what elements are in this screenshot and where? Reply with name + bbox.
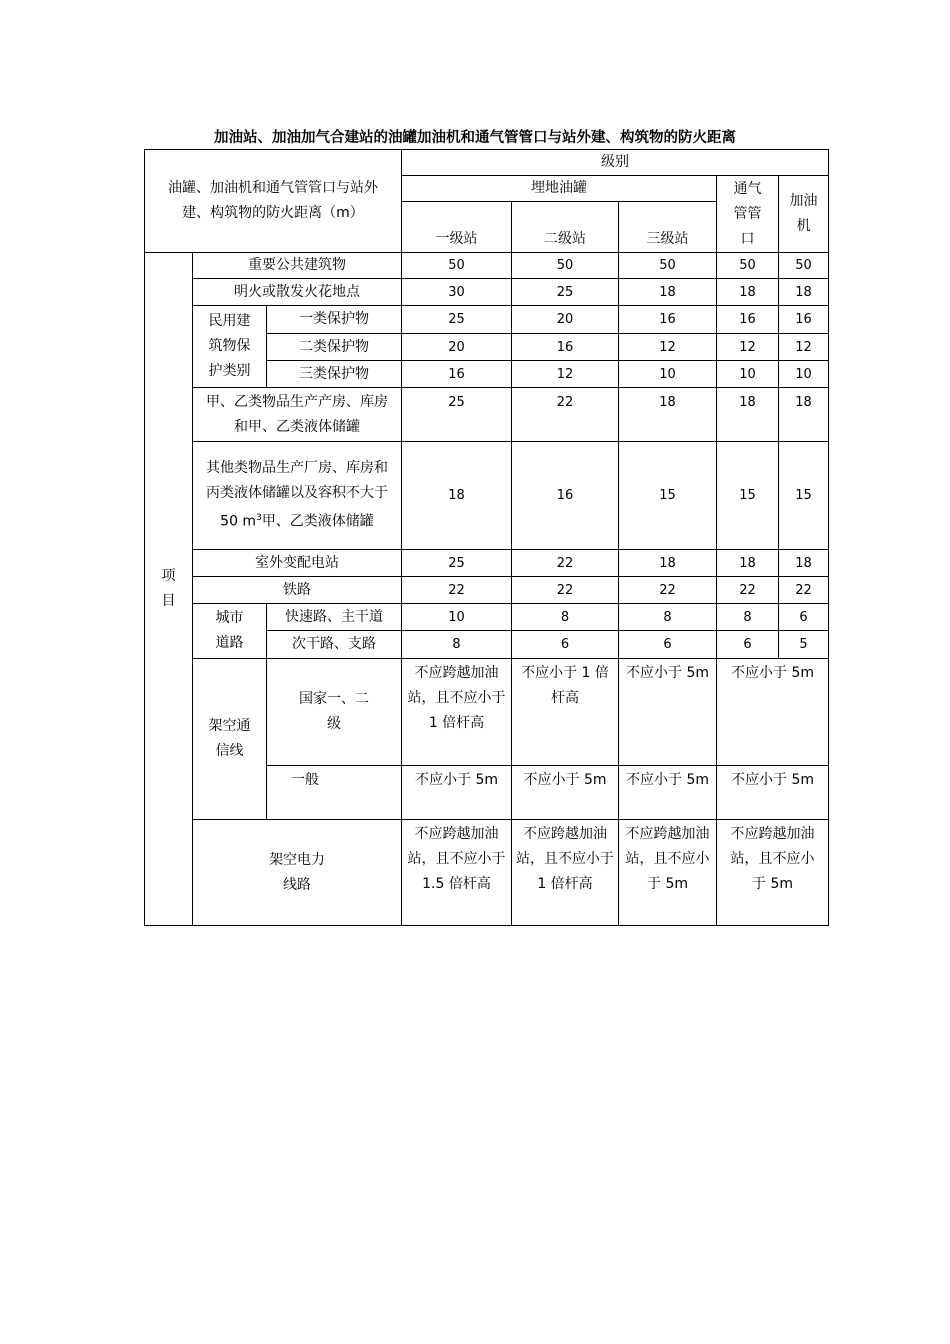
cell-value: 16	[717, 306, 779, 334]
cell-value: 22	[512, 577, 619, 604]
cell-value: 22	[402, 577, 512, 604]
cell-value: 8	[512, 604, 619, 631]
cell-value: 50	[512, 253, 619, 279]
cell-value: 12	[717, 334, 779, 361]
header-dispenser: 加油机	[779, 176, 829, 253]
row-label: 次干路、支路	[267, 631, 402, 659]
cell-value: 不应跨越加油站，且不应小于 5m	[619, 820, 717, 926]
cell-value: 12	[779, 334, 829, 361]
cell-value: 16	[512, 442, 619, 550]
row-label: 快速路、主干道	[267, 604, 402, 631]
cell-value: 不应跨越加油站，且不应小于 1 倍杆高	[512, 820, 619, 926]
item-label: 项目	[145, 253, 193, 926]
table-row	[145, 659, 829, 766]
header-level: 级别	[402, 150, 829, 176]
header-grade3: 三级站	[619, 202, 717, 253]
table-row	[145, 577, 829, 604]
cell-value: 10	[779, 361, 829, 388]
cell-value: 15	[619, 442, 717, 550]
cell-value: 22	[512, 550, 619, 577]
cell-value: 20	[512, 306, 619, 334]
cell-value: 10	[619, 361, 717, 388]
cell-value: 50	[779, 253, 829, 279]
table-row	[145, 820, 829, 926]
cell-value: 不应跨越加油站，且不应小于 1 倍杆高	[402, 659, 512, 766]
cell-value: 22	[619, 577, 717, 604]
header-vent: 通气管管口	[717, 176, 779, 253]
cell-value: 6	[512, 631, 619, 659]
cell-value: 22	[717, 577, 779, 604]
cell-value: 不应跨越加油站，且不应小于 5m	[717, 820, 829, 926]
cell-value: 不应小于 5m	[512, 766, 619, 820]
cell-value: 不应小于 5m	[619, 659, 717, 766]
cell-value: 25	[402, 306, 512, 334]
header-grade2: 二级站	[512, 202, 619, 253]
row-label-volume: 50 m	[220, 513, 257, 530]
cell-value: 15	[779, 442, 829, 550]
cell-value: 6	[619, 631, 717, 659]
header-corner: 油罐、加油机和通气管管口与站外建、构筑物的防火距离（m）	[145, 150, 402, 253]
cell-value: 50	[717, 253, 779, 279]
cell-value: 不应小于 5m	[619, 766, 717, 820]
cell-value: 18	[717, 279, 779, 306]
cell-value: 6	[717, 631, 779, 659]
table-row	[145, 604, 829, 631]
cell-value: 不应小于 1 倍杆高	[512, 659, 619, 766]
cell-value: 15	[717, 442, 779, 550]
cell-value: 不应跨越加油站，且不应小于 1.5 倍杆高	[402, 820, 512, 926]
cell-value: 18	[619, 388, 717, 442]
cell-value: 6	[779, 604, 829, 631]
table-row	[145, 253, 829, 279]
cell-value: 18	[619, 550, 717, 577]
cell-value: 18	[779, 550, 829, 577]
cell-value: 18	[717, 388, 779, 442]
cell-value: 18	[717, 550, 779, 577]
row-label-superscript: 3	[256, 513, 262, 524]
row-label: 三类保护物	[267, 361, 402, 388]
cell-value: 不应小于 5m	[717, 659, 829, 766]
cell-value: 18	[779, 388, 829, 442]
page-title: 加油站、加油加气合建站的油罐加油机和通气管管口与站外建、构筑物的防火距离	[214, 130, 736, 146]
cell-value: 30	[402, 279, 512, 306]
table-row	[145, 306, 829, 334]
header-buried-tank: 埋地油罐	[402, 176, 717, 202]
cell-value: 5	[779, 631, 829, 659]
group-road: 城市道路	[193, 604, 267, 659]
row-label: 铁路	[193, 577, 402, 604]
cell-value: 18	[619, 279, 717, 306]
table-row	[145, 442, 829, 550]
cell-value: 12	[619, 334, 717, 361]
row-label: 国家一、二级	[267, 659, 402, 766]
cell-value: 10	[717, 361, 779, 388]
cell-value: 25	[512, 279, 619, 306]
group-telecom: 架空通信线	[193, 659, 267, 820]
cell-value: 22	[779, 577, 829, 604]
cell-value: 50	[619, 253, 717, 279]
row-label: 一类保护物	[267, 306, 402, 334]
cell-value: 25	[402, 388, 512, 442]
table-row	[145, 550, 829, 577]
cell-value: 50	[402, 253, 512, 279]
cell-value: 不应小于 5m	[717, 766, 829, 820]
row-label: 室外变配电站	[193, 550, 402, 577]
row-label-part: 甲、乙类液体储罐	[261, 513, 374, 530]
cell-value: 12	[512, 361, 619, 388]
cell-value: 16	[512, 334, 619, 361]
cell-value: 不应小于 5m	[402, 766, 512, 820]
cell-value: 10	[402, 604, 512, 631]
group-residential: 民用建筑物保护类别	[193, 306, 267, 388]
row-label: 甲、乙类物品生产产房、库房和甲、乙类液体储罐	[193, 388, 402, 442]
table-row	[145, 388, 829, 442]
cell-value: 16	[619, 306, 717, 334]
row-label: 重要公共建筑物	[193, 253, 402, 279]
cell-value: 16	[779, 306, 829, 334]
header-row-1	[145, 150, 829, 176]
header-grade1: 一级站	[402, 202, 512, 253]
cell-value: 8	[717, 604, 779, 631]
row-label: 明火或散发火花地点	[193, 279, 402, 306]
cell-value: 18	[779, 279, 829, 306]
row-label: 二类保护物	[267, 334, 402, 361]
row-label: 架空电力线路	[193, 820, 402, 926]
cell-value: 18	[402, 442, 512, 550]
row-label	[193, 442, 402, 550]
table-row	[145, 279, 829, 306]
cell-value: 25	[402, 550, 512, 577]
cell-value: 8	[619, 604, 717, 631]
cell-value: 8	[402, 631, 512, 659]
cell-value: 16	[402, 361, 512, 388]
row-label-part: 其他类物品生产厂房、库房和丙类液体储罐以及容积不大于	[206, 460, 388, 502]
cell-value: 22	[512, 388, 619, 442]
row-label: 一般	[267, 766, 402, 820]
cell-value: 20	[402, 334, 512, 361]
fire-distance-table	[144, 149, 829, 926]
